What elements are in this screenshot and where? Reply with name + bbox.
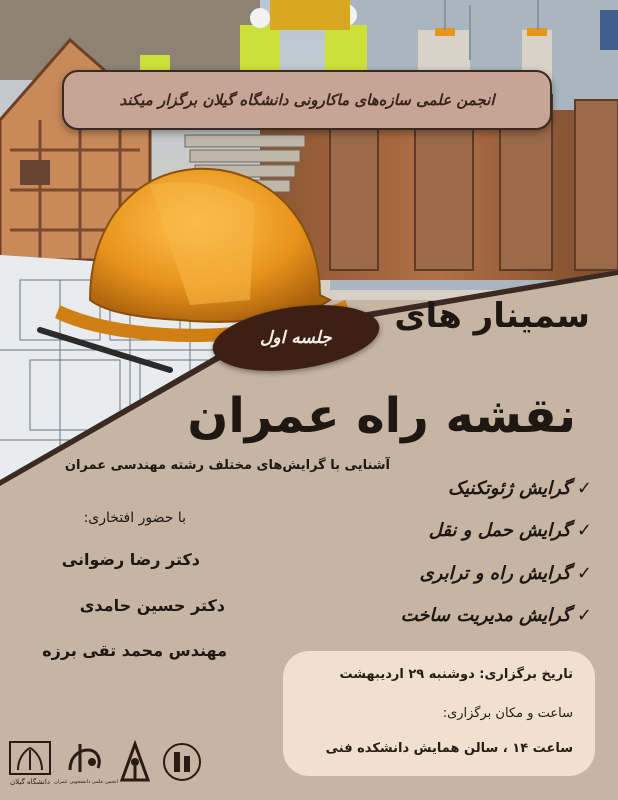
branch-item-geotechnic: ✓ گرایش ژئوتکنیک — [448, 478, 592, 499]
association-logo-icon — [54, 740, 118, 786]
seminar-label: سمینار های — [394, 296, 590, 336]
branch-item-transportation: ✓ گرایش حمل و نقل — [428, 520, 592, 541]
event-time-place: ساعت ۱۴ ، سالن همایش دانشکده فنی — [325, 741, 573, 756]
university-logo-icon — [8, 740, 52, 786]
subtitle: آشنایی با گرایش‌های مختلف رشته مهندسی عمران — [64, 458, 390, 473]
compass-logo-icon — [118, 740, 152, 786]
speaker-name: دکتر حسین حامدی — [79, 596, 225, 615]
branch-item-road: ✓ گرایش راه و ترابری — [419, 563, 592, 584]
branch-item-management: ✓ گرایش مدیریت ساخت — [400, 605, 592, 626]
main-title: نقشه راه عمران — [187, 388, 576, 444]
association-logo-text: انجمن علمی دانشجویی عمران — [54, 779, 118, 785]
time-place-label: ساعت و مکان برگزاری: — [442, 706, 573, 721]
organizer-text: انجمن علمی سازه‌های ماکارونی دانشگاه گیلان برگزار میکند — [119, 91, 495, 109]
session-label: جلسه اول — [260, 328, 332, 348]
macaroni-club-logo-icon — [160, 740, 204, 786]
presence-label: با حضور افتخاری: — [83, 510, 186, 526]
event-info-box — [283, 651, 595, 776]
university-logo-text: دانشگاه گیلان — [10, 778, 50, 786]
organizer-banner — [62, 70, 552, 130]
speaker-name: مهندس محمد تقی برزه — [42, 641, 227, 660]
event-date: تاریخ برگزاری: دوشنبه ۲۹ اردیبهشت — [339, 667, 573, 682]
speaker-name: دکتر رضا رضوانی — [61, 550, 200, 569]
